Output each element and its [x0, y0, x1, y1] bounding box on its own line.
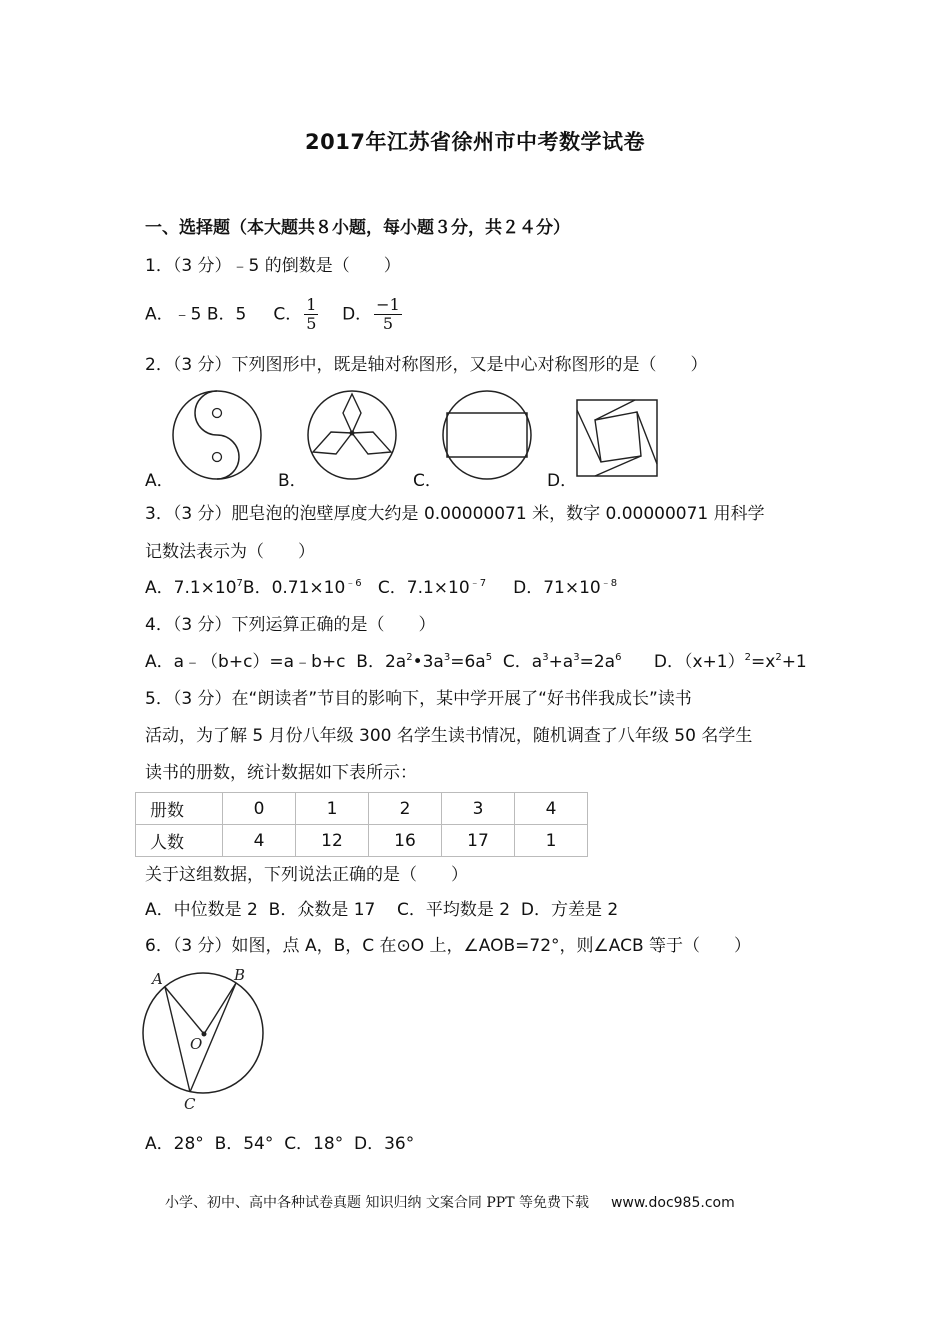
q4-option-c: C．a: [502, 652, 543, 672]
section-heading: 一、选择题（本大题共８小题，每小题３分，共２４分）: [145, 218, 570, 238]
table-cell: 1: [515, 825, 588, 857]
footer-link[interactable]: www.doc985.com: [610, 1195, 735, 1211]
page-footer: [165, 1192, 735, 1212]
q5-option-c: C．平均数是 2: [397, 900, 511, 920]
q1-option-a: A．﹣5: [145, 304, 202, 325]
q1-option-c: C．: [273, 304, 303, 325]
q2-label-d: D．: [547, 471, 578, 491]
q5-option-d: D．方差是 2: [520, 900, 619, 920]
question-5-stem-line4: 关于这组数据，下列说法正确的是（ ）: [145, 865, 468, 885]
question-6-options: [145, 1132, 414, 1156]
question-5-options: [145, 898, 618, 922]
circle-angle-figure: [138, 965, 273, 1113]
q3-option-b: B．0.71×10: [242, 578, 346, 598]
table-cell: 4: [223, 825, 296, 857]
point-o-label: O: [190, 1035, 203, 1053]
q5-option-a: A．中位数是 2: [145, 900, 258, 920]
table-row: [136, 793, 588, 825]
q4-option-d: D．（x+1）: [653, 652, 745, 672]
q1-option-c-fraction: $\frac{1}{5}$: [306, 295, 317, 333]
question-3-options: [145, 576, 617, 600]
table-cell: 2: [369, 793, 442, 825]
table-cell: 3: [442, 793, 515, 825]
q1-option-d-fraction: $\frac{-1}{5}$: [376, 295, 400, 333]
q1-option-d: D．: [342, 304, 373, 325]
q3-option-a: A．7.1×10: [145, 578, 237, 598]
question-5-stem-line3: 读书的册数，统计数据如下表所示：: [145, 763, 417, 783]
q6-option-c: C．18°: [284, 1134, 344, 1154]
q3-option-a-exponent: 7: [236, 578, 243, 589]
question-6-stem: 6．（3 分）如图，点 A，B，C 在⊙O 上，∠AOB=72°，则∠ACB 等于（ ）: [145, 936, 752, 956]
q3-option-d-exponent: ﹣8: [600, 578, 618, 589]
pinwheel-square-figure: [575, 398, 661, 480]
q2-label-a: A．: [145, 471, 174, 491]
q3-option-d: D．71×10: [513, 578, 601, 598]
three-rhombus-figure: [305, 388, 400, 483]
question-4-options: A．a﹣（b+c）=a﹣b+c B．$2a^2•3a^3=6a^5$ C．$a^3+a^3=2a^6$ D．$(x+1)^2=x^2+1$: [145, 652, 807, 672]
q2-label-b: B．: [278, 471, 307, 491]
table-cell: 12: [296, 825, 369, 857]
question-2-stem: 2．（3 分）下列图形中，既是轴对称图形，又是中心对称图形的是（ ）: [145, 355, 708, 375]
table-cell: 人数: [136, 825, 223, 857]
q2-label-c: C．: [413, 471, 442, 491]
table-cell: 0: [223, 793, 296, 825]
question-3-stem-line1: 3．（3 分）肥皂泡的泡壁厚度大约是 0.00000071 米，数字 0.00000071 用科学: [145, 504, 765, 524]
question-5-stem-line1: 5．（3 分）在“朗读者”节目的影响下，某中学开展了“好书伴我成长”读书: [145, 689, 692, 709]
reading-data-table: [135, 792, 588, 857]
table-cell: 16: [369, 825, 442, 857]
point-c-label: C: [184, 1095, 196, 1113]
q6-option-a: A．28°: [145, 1134, 204, 1154]
q4-option-b: B．2a: [356, 652, 407, 672]
q3-option-c: C．7.1×10: [377, 578, 470, 598]
table-cell: 1: [296, 793, 369, 825]
question-5-stem-line2: 活动，为了解 5 月份八年级 300 名学生读书情况，随机调查了八年级 50 名学生: [145, 726, 753, 746]
rectangle-in-circle-figure: [440, 388, 535, 483]
q6-option-d: D．36°: [354, 1134, 415, 1154]
q6-option-b: B．54°: [214, 1134, 274, 1154]
page-title: 2017年江苏省徐州市中考数学试卷: [305, 130, 645, 154]
q5-option-b: B．众数是 17: [268, 900, 376, 920]
question-1-options: [145, 296, 404, 333]
footer-text: 小学、初中、高中各种试卷真题 知识归纳 文案合同 PPT 等免费下载: [165, 1195, 589, 1211]
q1-option-b: B．5: [206, 304, 247, 325]
question-3-stem-line2: 记数法表示为（ ）: [145, 542, 315, 562]
yin-yang-figure: [170, 388, 265, 483]
point-b-label: B: [234, 966, 246, 984]
q3-option-c-exponent: ﹣7: [469, 578, 487, 589]
table-cell: 4: [515, 793, 588, 825]
q3-option-b-exponent: ﹣6: [345, 578, 362, 589]
question-1-stem: 1．（3 分）﹣5 的倒数是（ ）: [145, 256, 401, 276]
q4-option-a: A．a﹣（b+c）=a﹣b+c: [145, 652, 346, 672]
table-cell: 册数: [136, 793, 223, 825]
point-a-label: A: [152, 970, 163, 988]
table-row: [136, 825, 588, 857]
table-cell: 17: [442, 825, 515, 857]
question-4-stem: 4．（3 分）下列运算正确的是（ ）: [145, 615, 436, 635]
